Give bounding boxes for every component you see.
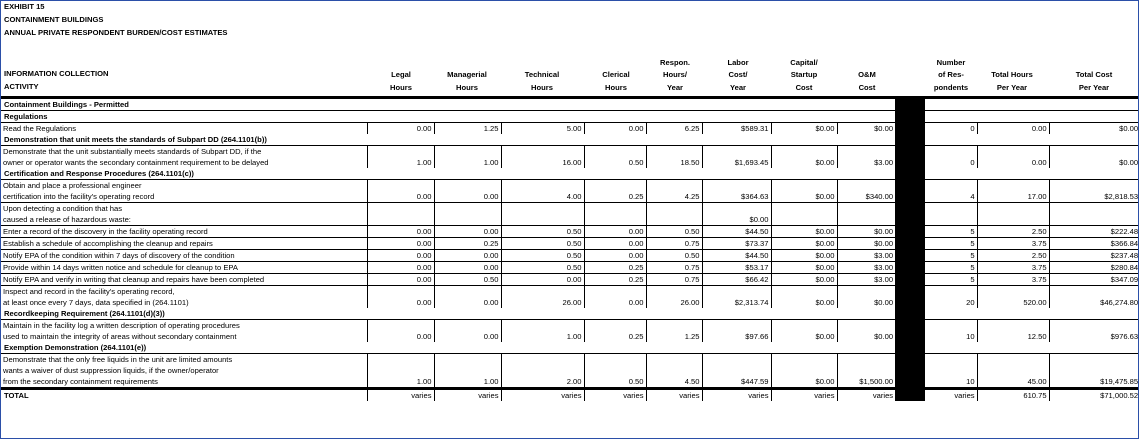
separator-column [895, 389, 925, 402]
activity-line: Enter a record of the discovery in the facility operating record [3, 227, 208, 236]
activity-line: wants a waiver of dust suppression liquids, if the owner/operator [3, 366, 219, 375]
value-cell: 0.00 [367, 238, 434, 250]
activity-line: caused a release of hazardous waste: [3, 215, 131, 224]
value-cell: 2.00 [501, 354, 584, 389]
activity-line: Read the Regulations [3, 124, 77, 133]
table-row [1, 226, 1139, 238]
value-cell: 0.00 [367, 250, 434, 262]
column-header-line: Cost [795, 82, 813, 92]
value-cell: 0.50 [501, 262, 584, 274]
value-cell: 0.00 [367, 262, 434, 274]
value-cell: $0.00 [837, 226, 895, 238]
activity-line: certification into the facility's operating record [3, 192, 155, 201]
table-row [1, 286, 1139, 309]
column-header-line: Per Year [1078, 82, 1110, 92]
section-row [1, 111, 1139, 123]
value-cell: $0.00 [837, 320, 895, 343]
value-cell: varies [367, 389, 434, 402]
value-cell: $0.00 [771, 286, 837, 309]
value-cell: $0.00 [771, 226, 837, 238]
value-cell: 0 [925, 123, 977, 135]
blank-cell [925, 134, 1139, 146]
table-row [1, 180, 1139, 203]
value-cell: 0.50 [434, 274, 501, 286]
activity-line: Provide within 14 days written notice and schedule for cleanup to EPA [3, 263, 238, 272]
column-header-line: Hours [605, 82, 627, 92]
value-cell [1049, 203, 1139, 226]
column-header-line: Labor [727, 57, 749, 67]
value-cell: $44.50 [702, 250, 771, 262]
value-cell: 5 [925, 262, 977, 274]
activity-label-2: ACTIVITY [4, 82, 39, 91]
value-cell: 0.00 [501, 274, 584, 286]
table-row [1, 354, 1139, 389]
separator-column [895, 342, 925, 354]
table-row [1, 203, 1139, 226]
table-row [1, 320, 1139, 343]
value-cell: 0.00 [434, 286, 501, 309]
value-cell: 0.00 [977, 146, 1049, 169]
value-cell: $347.09 [1049, 274, 1139, 286]
column-header-line: Year [729, 82, 747, 92]
value-cell: 17.00 [977, 180, 1049, 203]
column-header-line: Total Hours [991, 70, 1033, 79]
activity-label-1: INFORMATION COLLECTION [4, 69, 109, 78]
value-cell: 2.50 [977, 226, 1049, 238]
value-cell: $1,693.45 [702, 146, 771, 169]
value-cell: $53.17 [702, 262, 771, 274]
value-cell: varies [837, 389, 895, 402]
separator-column [895, 146, 925, 169]
value-cell: 1.00 [434, 146, 501, 169]
value-cell: 16.00 [501, 146, 584, 169]
exhibit-subtitle: ANNUAL PRIVATE RESPONDENT BURDEN/COST ESTIMATES [4, 28, 228, 37]
value-cell: $73.37 [702, 238, 771, 250]
column-header-line: Startup [790, 70, 818, 79]
value-cell: 12.50 [977, 320, 1049, 343]
value-cell: 0.00 [584, 250, 646, 262]
activity-line: Inspect and record in the facility's operating record, [3, 287, 175, 296]
value-cell: 10 [925, 354, 977, 389]
value-cell: varies [501, 389, 584, 402]
value-cell: 0 [925, 146, 977, 169]
value-cell: 0.00 [584, 123, 646, 135]
value-cell: $3.00 [837, 262, 895, 274]
value-cell: 0.25 [584, 180, 646, 203]
value-cell: $0.00 [771, 146, 837, 169]
separator-column [895, 354, 925, 389]
activity-line: Maintain in the facility log a written description of operating procedures [3, 321, 240, 330]
blank-cell [925, 168, 1139, 180]
separator-column [895, 168, 925, 180]
value-cell: varies [646, 389, 702, 402]
value-cell: varies [702, 389, 771, 402]
separator-column [895, 262, 925, 274]
activity-cell [1, 226, 367, 238]
section-label: Certification and Response Procedures (264.1101(c)) [1, 168, 895, 180]
value-cell: 0.75 [646, 238, 702, 250]
activity-cell [1, 123, 367, 135]
value-cell: 1.00 [367, 354, 434, 389]
activity-line: Upon detecting a condition that has [3, 204, 123, 213]
separator-column [895, 180, 925, 203]
value-cell: $237.48 [1049, 250, 1139, 262]
value-cell: $0.00 [771, 274, 837, 286]
value-cell: $0.00 [1049, 123, 1139, 135]
column-header-line: Total Cost [1075, 70, 1113, 79]
value-cell: 45.00 [977, 354, 1049, 389]
value-cell: $366.84 [1049, 238, 1139, 250]
value-cell: varies [771, 389, 837, 402]
value-cell: 0.00 [584, 238, 646, 250]
separator-column [895, 274, 925, 286]
value-cell [434, 203, 501, 226]
section-label: Exemption Demonstration (264.1101(e)) [1, 342, 895, 354]
total-row [1, 389, 1139, 402]
column-header-line: Hours/ [662, 70, 688, 79]
value-cell: 5 [925, 250, 977, 262]
value-cell: 0.50 [584, 354, 646, 389]
value-cell: $66.42 [702, 274, 771, 286]
exhibit-title: CONTAINMENT BUILDINGS [4, 15, 104, 24]
activity-line: Demonstrate that the unit substantially meets standards of Subpart DD, if the [3, 147, 262, 156]
column-header-line: Legal [391, 70, 411, 79]
section-row [1, 168, 1139, 180]
value-cell [367, 203, 434, 226]
value-cell: 0.00 [584, 226, 646, 238]
section-row [1, 134, 1139, 146]
separator-column [895, 123, 925, 135]
activity-cell [1, 262, 367, 274]
value-cell: $0.00 [837, 123, 895, 135]
separator-column [895, 111, 925, 123]
value-cell: varies [584, 389, 646, 402]
activity-line: used to maintain the integrity of areas without secondary containment [3, 332, 237, 341]
column-header-line: Hours [531, 82, 553, 92]
value-cell: $280.84 [1049, 262, 1139, 274]
column-header-line: O&M [858, 70, 876, 79]
value-cell: $0.00 [837, 286, 895, 309]
exhibit-number: EXHIBIT 15 [4, 2, 45, 11]
value-cell: 0.50 [646, 226, 702, 238]
value-cell: 0.00 [367, 226, 434, 238]
value-cell: $589.31 [702, 123, 771, 135]
column-header-line: Hours [456, 82, 478, 92]
table-row [1, 250, 1139, 262]
value-cell: $3.00 [837, 274, 895, 286]
activity-line: from the secondary containment requirements [3, 377, 158, 386]
value-cell: $19,475.85 [1049, 354, 1139, 389]
activity-line: Notify EPA and verify in writing that cleanup and repairs have been completed [3, 275, 265, 284]
activity-cell [1, 146, 367, 169]
separator-column [895, 308, 925, 320]
value-cell: 0.00 [434, 262, 501, 274]
value-cell: 0.00 [367, 123, 434, 135]
value-cell: $2,313.74 [702, 286, 771, 309]
column-header-line: pondents [933, 82, 969, 92]
value-cell: $0.00 [771, 238, 837, 250]
section-label: Demonstration that unit meets the standards of Subpart DD (264.1101(b)) [1, 134, 895, 146]
value-cell: 0.50 [501, 238, 584, 250]
value-cell: 1.00 [367, 146, 434, 169]
value-cell: 1.25 [646, 320, 702, 343]
column-header-line: Cost [858, 82, 876, 92]
table-row [1, 238, 1139, 250]
column-header-line: Technical [524, 70, 560, 79]
value-cell: 0.50 [584, 146, 646, 169]
value-cell: $0.00 [771, 320, 837, 343]
value-cell: $0.00 [702, 203, 771, 226]
value-cell: 26.00 [501, 286, 584, 309]
value-cell: 4.25 [646, 180, 702, 203]
value-cell: 0.00 [434, 226, 501, 238]
column-header-line: Hours [390, 82, 412, 92]
value-cell: $0.00 [771, 180, 837, 203]
value-cell: 4.00 [501, 180, 584, 203]
value-cell: 0.00 [434, 250, 501, 262]
table-row [1, 274, 1139, 286]
value-cell: 0.50 [501, 226, 584, 238]
value-cell: $0.00 [771, 250, 837, 262]
column-header-line: Per Year [996, 82, 1028, 92]
value-cell: $0.00 [837, 238, 895, 250]
value-cell: 0.00 [367, 320, 434, 343]
value-cell: 5 [925, 226, 977, 238]
value-cell: 26.00 [646, 286, 702, 309]
value-cell [584, 203, 646, 226]
column-header [502, 69, 582, 94]
value-cell: $0.00 [771, 262, 837, 274]
blank-cell [925, 308, 1139, 320]
section-row [1, 342, 1139, 354]
section-row [1, 308, 1139, 320]
column-header-line: Number [936, 57, 966, 67]
value-cell: 1.00 [434, 354, 501, 389]
column-header-line: Cost/ [728, 70, 748, 79]
value-cell: $3.00 [837, 146, 895, 169]
column-header-line: of Res- [938, 70, 964, 79]
blank-cell [925, 98, 1139, 111]
activity-cell [1, 250, 367, 262]
value-cell: 0.00 [367, 286, 434, 309]
value-cell: 5 [925, 238, 977, 250]
value-cell: $71,000.52 [1049, 389, 1139, 402]
value-cell: 0.00 [367, 180, 434, 203]
activity-cell [1, 354, 367, 389]
table-row [1, 146, 1139, 169]
value-cell: $0.00 [771, 354, 837, 389]
value-cell: 0.00 [977, 123, 1049, 135]
value-cell [977, 203, 1049, 226]
column-header [972, 69, 1052, 94]
activity-line: at least once every 7 days, data specified in (264.1101) [3, 298, 189, 307]
separator-column [895, 203, 925, 226]
table-row [1, 123, 1139, 135]
value-cell: 1.00 [501, 320, 584, 343]
activity-cell [1, 320, 367, 343]
value-cell: 610.75 [977, 389, 1049, 402]
separator-column [895, 250, 925, 262]
value-cell: 20 [925, 286, 977, 309]
value-cell [925, 203, 977, 226]
burden-table [1, 96, 1139, 401]
value-cell: $976.63 [1049, 320, 1139, 343]
column-header-line: Respon. [660, 57, 690, 67]
value-cell: 0.00 [434, 180, 501, 203]
value-cell: 520.00 [977, 286, 1049, 309]
value-cell [771, 203, 837, 226]
value-cell: 4.50 [646, 354, 702, 389]
section-label: Recordkeeping Requirement (264.1101(d)(3)) [1, 308, 895, 320]
column-header [427, 69, 507, 94]
value-cell [646, 203, 702, 226]
column-header [827, 69, 907, 94]
column-header-line: Managerial [447, 70, 487, 79]
value-cell: $447.59 [702, 354, 771, 389]
value-cell: 5 [925, 274, 977, 286]
activity-cell [1, 180, 367, 203]
activity-cell [1, 274, 367, 286]
column-header-line: Year [666, 82, 684, 92]
separator-column [895, 226, 925, 238]
value-cell [837, 203, 895, 226]
section-label: Containment Buildings - Permitted [1, 98, 895, 111]
value-cell: 0.25 [584, 262, 646, 274]
separator-column [895, 286, 925, 309]
activity-line: Obtain and place a professional engineer [3, 181, 142, 190]
value-cell: 0.25 [584, 320, 646, 343]
separator-column [895, 320, 925, 343]
value-cell: 0.25 [584, 274, 646, 286]
activity-line: Demonstrate that the only free liquids in the unit are limited amounts [3, 355, 233, 364]
blank-cell [925, 111, 1139, 123]
value-cell: 10 [925, 320, 977, 343]
total-label: TOTAL [1, 389, 367, 402]
value-cell: 0.00 [584, 286, 646, 309]
value-cell: $0.00 [1049, 146, 1139, 169]
activity-line: Establish a schedule of accomplishing the cleanup and repairs [3, 239, 213, 248]
value-cell: $44.50 [702, 226, 771, 238]
value-cell: 3.75 [977, 262, 1049, 274]
value-cell: $97.66 [702, 320, 771, 343]
value-cell: 0.25 [434, 238, 501, 250]
value-cell: varies [434, 389, 501, 402]
value-cell: 4 [925, 180, 977, 203]
value-cell: 0.00 [367, 274, 434, 286]
value-cell: 0.75 [646, 274, 702, 286]
section-row [1, 98, 1139, 111]
blank-cell [925, 342, 1139, 354]
value-cell: 6.25 [646, 123, 702, 135]
section-label: Regulations [1, 111, 895, 123]
value-cell: $3.00 [837, 250, 895, 262]
column-header-line: Clerical [602, 70, 630, 79]
value-cell: 2.50 [977, 250, 1049, 262]
separator-column [895, 98, 925, 111]
value-cell: $46,274.80 [1049, 286, 1139, 309]
value-cell: 3.75 [977, 274, 1049, 286]
value-cell: 1.25 [434, 123, 501, 135]
activity-cell [1, 238, 367, 250]
column-header [1054, 69, 1134, 94]
value-cell: $1,500.00 [837, 354, 895, 389]
value-cell: $364.63 [702, 180, 771, 203]
activity-line: Notify EPA of the condition within 7 days of discovery of the condition [3, 251, 235, 260]
value-cell: 0.50 [646, 250, 702, 262]
activity-cell [1, 286, 367, 309]
value-cell: $340.00 [837, 180, 895, 203]
value-cell: $2,818.53 [1049, 180, 1139, 203]
value-cell: varies [925, 389, 977, 402]
activity-line: owner or operator wants the secondary containment requirement to be delayed [3, 158, 269, 167]
value-cell: 0.75 [646, 262, 702, 274]
column-header-line: Capital/ [790, 57, 818, 67]
value-cell [501, 203, 584, 226]
separator-column [895, 134, 925, 146]
value-cell: 0.00 [434, 320, 501, 343]
value-cell: 5.00 [501, 123, 584, 135]
table-row [1, 262, 1139, 274]
value-cell: 18.50 [646, 146, 702, 169]
activity-cell [1, 203, 367, 226]
separator-column [895, 238, 925, 250]
value-cell: 3.75 [977, 238, 1049, 250]
value-cell: $222.48 [1049, 226, 1139, 238]
value-cell: 0.50 [501, 250, 584, 262]
value-cell: $0.00 [771, 123, 837, 135]
